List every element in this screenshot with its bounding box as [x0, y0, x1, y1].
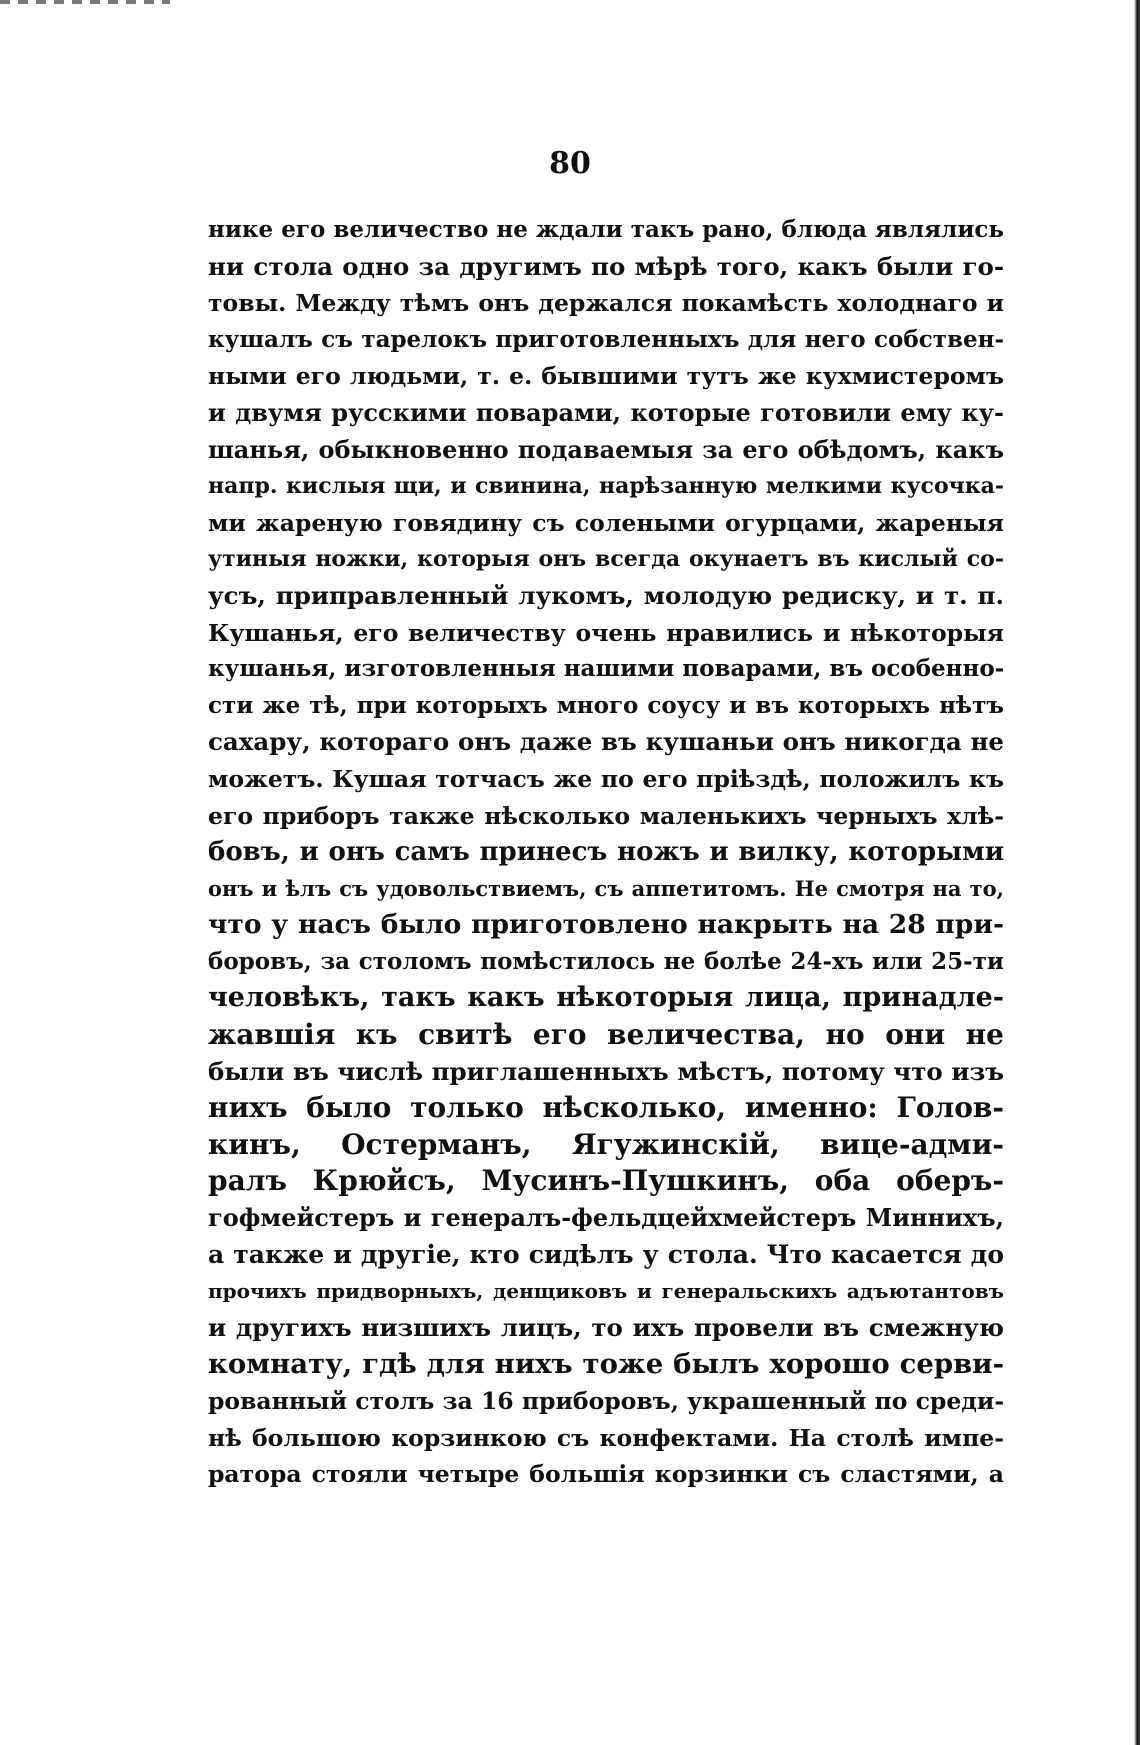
- text-line: были въ числѣ приглашенныхъ мѣстъ, потому что изъ: [208, 1056, 1004, 1086]
- text-line: кушалъ съ тарелокъ приготовленныхъ для него собствен-: [208, 325, 1004, 353]
- text-line: комнату, гдѣ для нихъ тоже былъ хорошо серви-: [208, 1348, 1004, 1381]
- text-line: ными его людьми, т. е. бывшими тутъ же кухмистеромъ: [208, 362, 1004, 391]
- text-line: бовъ, и онъ самъ принесъ ножъ и вилку, которыми: [208, 837, 1004, 868]
- text-line: ралъ Крюйсъ, Мусинъ-Пушкинъ, оба оберъ-: [208, 1164, 1004, 1198]
- text-line: утиныя ножки, которыя онъ всегда окунаетъ въ кислый со-: [208, 546, 1004, 573]
- text-line: усъ, приправленный лукомъ, молодую редиску, и т. п.: [208, 580, 1004, 610]
- body-text: [208, 212, 1004, 1493]
- text-line: и другихъ низшихъ лицъ, то ихъ провели въ смежную: [208, 1312, 1004, 1342]
- text-line: нѣ большою корзинкою съ конфектами. На столѣ импе-: [208, 1423, 1004, 1452]
- text-line: ни стола одно за другимъ по мѣрѣ того, какъ были го-: [208, 251, 1004, 281]
- text-line: боровъ, за столомъ помѣстилось не болѣе 24-хъ или 25-ти: [208, 947, 1004, 975]
- scan-artifact: [0, 0, 170, 4]
- text-line: рованный столъ за 16 приборовъ, украшенный по среди-: [208, 1387, 1004, 1415]
- text-line: онъ и ѣлъ съ удовольствиемъ, съ аппетитомъ. Не смотря на то,: [208, 875, 1004, 901]
- text-line: нихъ было только нѣсколько, именно: Голов-: [208, 1091, 1004, 1125]
- text-line: можетъ. Кушая тотчасъ же по его пріѣздѣ, положилъ къ: [208, 764, 1004, 793]
- text-line: напр. кислыя щи, и свинина, нарѣзанную мелкими кусочка-: [208, 473, 1004, 500]
- text-line: а также и другіе, кто сидѣлъ у стола. Что касается до: [208, 1239, 1004, 1269]
- text-line: его приборъ также нѣсколько маленькихъ черныхъ хлѣ-: [208, 801, 1004, 830]
- text-line: ми жареную говядину съ солеными огурцами, жареныя: [208, 508, 1004, 537]
- text-line: и двумя русскими поварами, которые готовили ему ку-: [208, 397, 1004, 427]
- page-number: 80: [549, 146, 591, 181]
- text-line: кушанья, изготовленныя нашими поварами, въ особенно-: [208, 655, 1004, 683]
- text-line: сти же тѣ, при которыхъ много соусу и въ которыхъ нѣтъ: [208, 691, 1004, 719]
- text-line: шанья, обыкновенно подаваемыя за его обѣдомъ, какъ: [208, 434, 1004, 464]
- text-line: сахару, котораго онъ даже въ кушаньи онъ никогда не: [208, 727, 1004, 757]
- scan-edge: [1134, 0, 1140, 1745]
- text-line: что у насъ было приготовлено накрыть на 28 при-: [208, 909, 1004, 941]
- text-line: нике его величество не ждали такъ рано, блюда являлись: [208, 216, 1004, 243]
- text-line: ратора стояли четыре большія корзинки съ сластями, а: [208, 1460, 1004, 1489]
- text-line: человѣкъ, такъ какъ нѣкоторыя лица, принадле-: [208, 982, 1004, 1014]
- text-line: прочихъ придворныхъ, денщиковъ и генеральскихъ адъютантовъ: [208, 1279, 1004, 1304]
- text-line: кинъ, Остерманъ, Ягужинскій, вице-адми-: [208, 1127, 1004, 1161]
- text-line: Кушанья, его величеству очень нравились и нѣкоторыя: [208, 618, 1004, 647]
- text-line: жавшія къ свитѣ его величества, но они не: [208, 1018, 1004, 1052]
- text-line: товы. Между тѣмъ онъ держался покамѣсть холоднаго и: [208, 289, 1004, 318]
- text-line: гофмейстеръ и генералъ-фельдцейхмейстеръ Миннихъ,: [208, 1203, 1004, 1233]
